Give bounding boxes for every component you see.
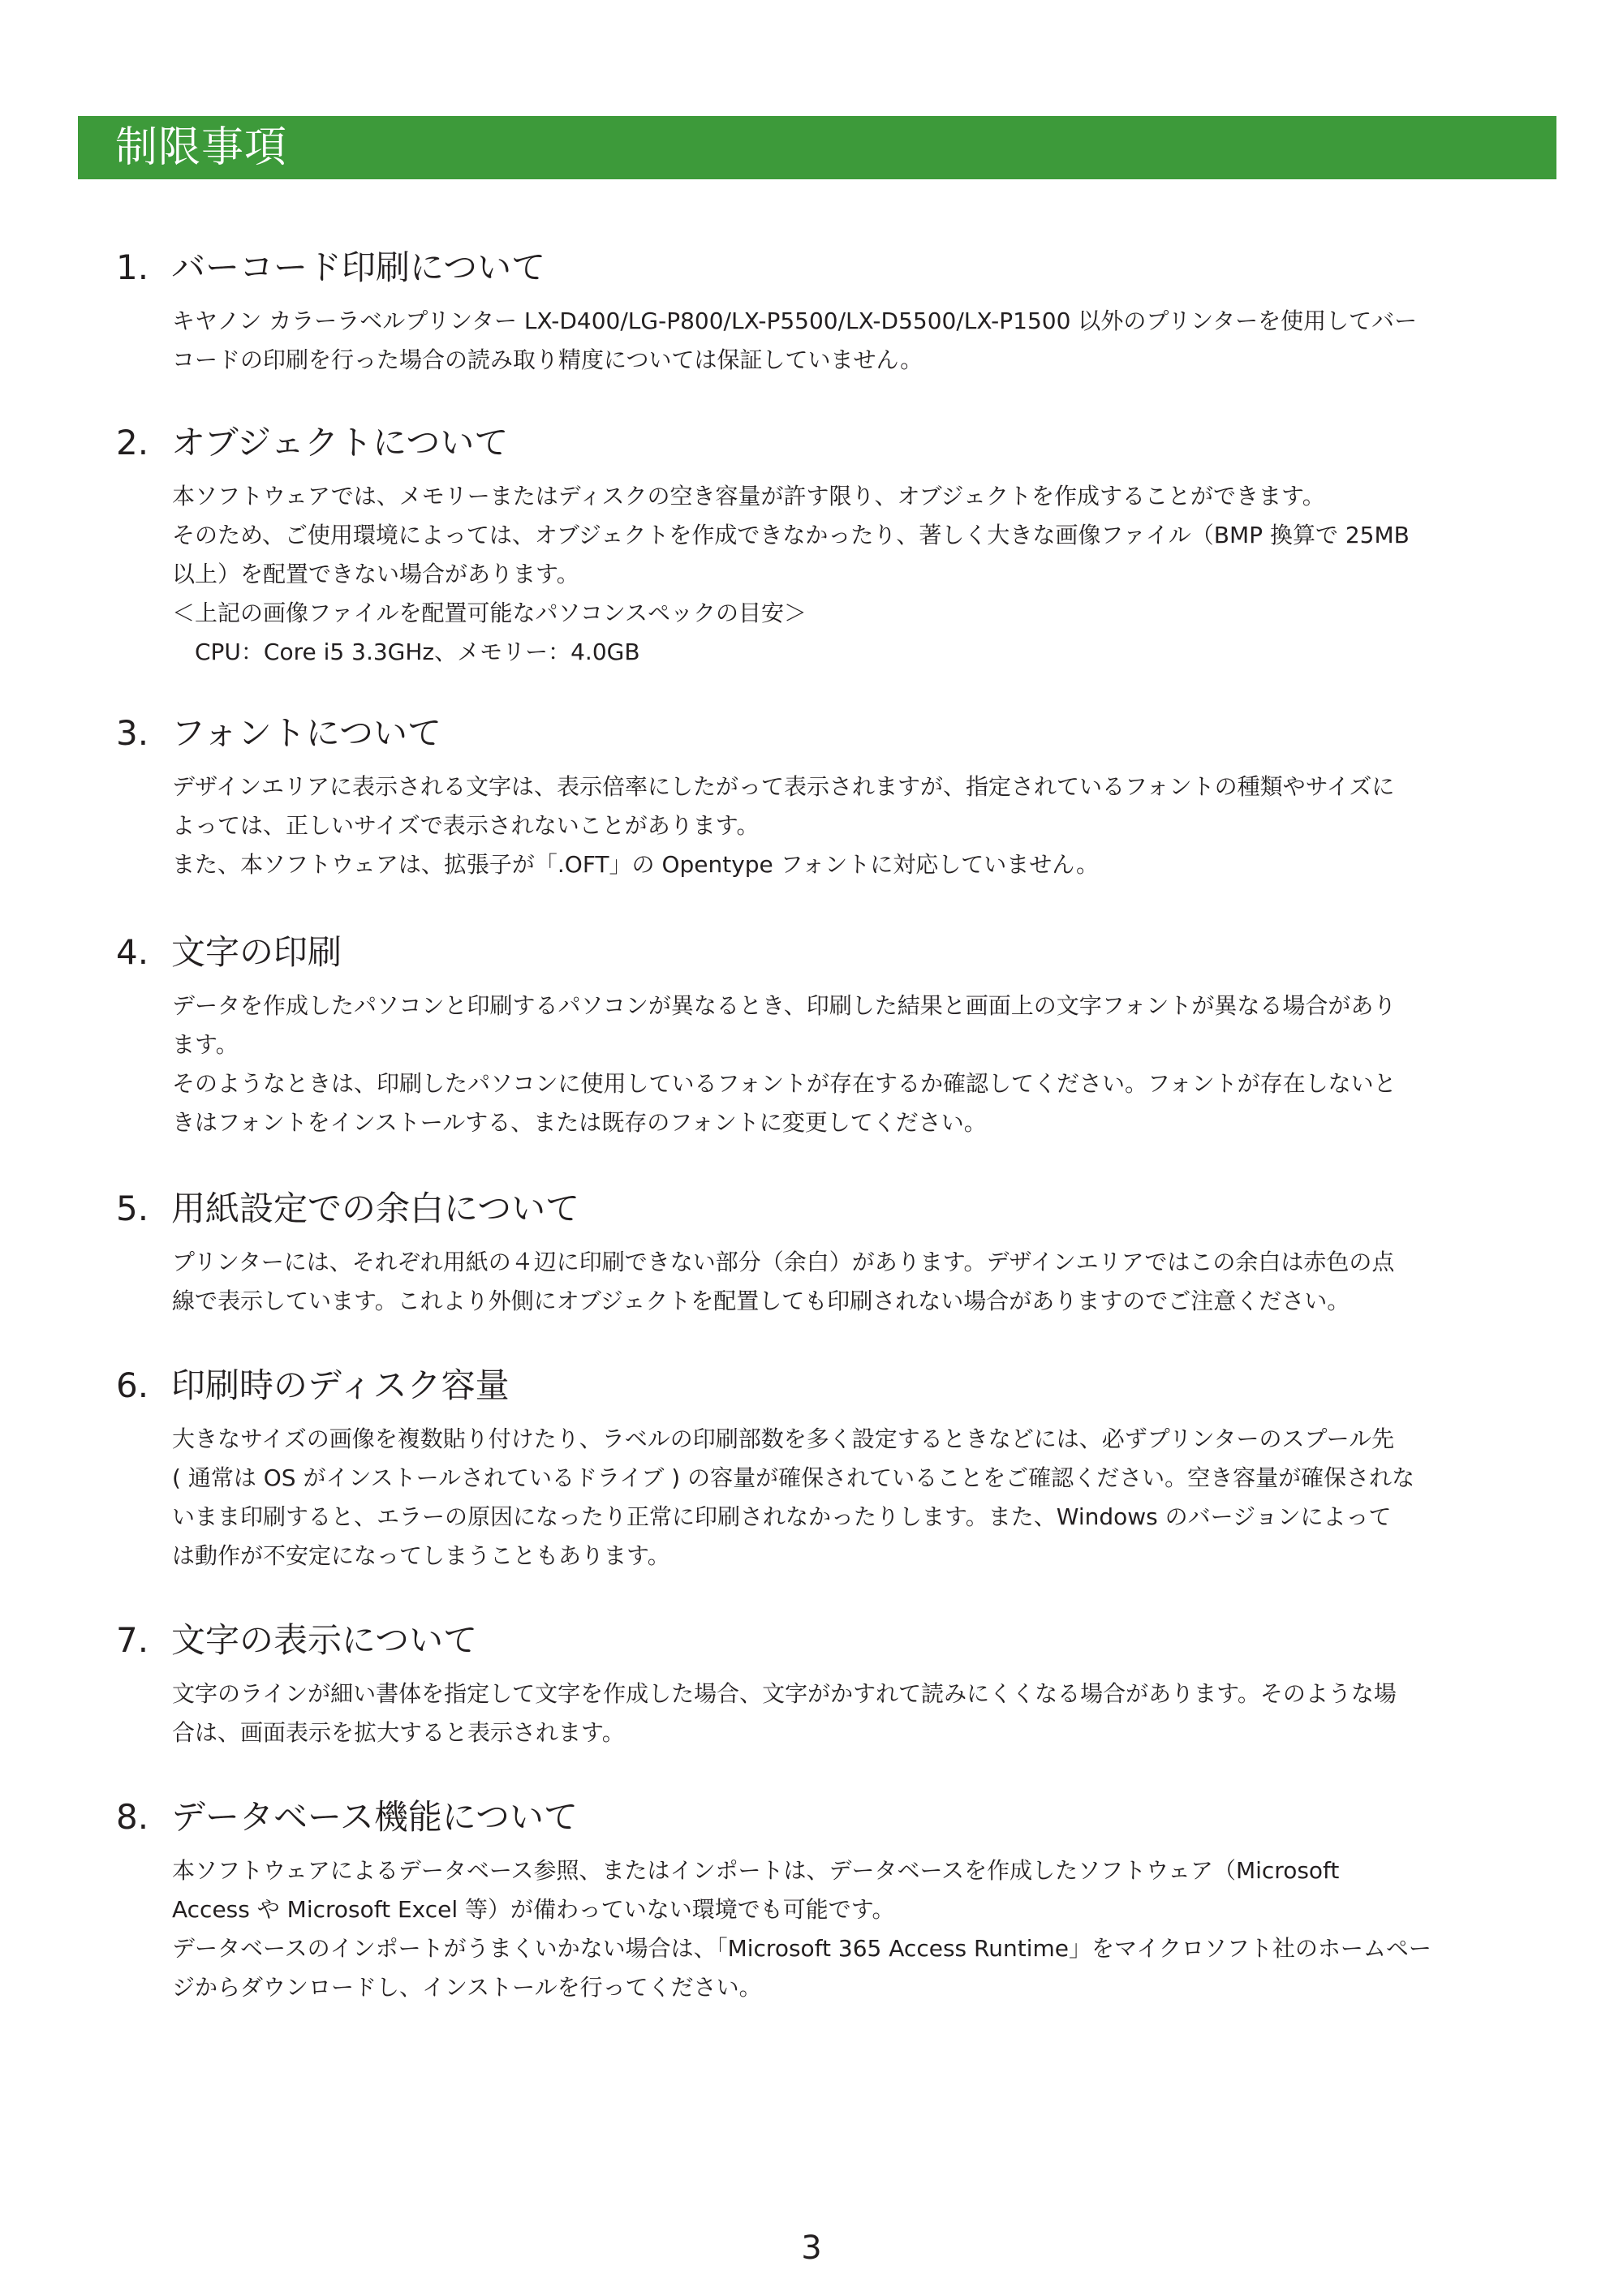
section-number: 1. xyxy=(116,247,149,287)
body-line: また、本ソフトウェアは、拡張子が「.OFT」の Opentype フォントに対応していません。 xyxy=(172,851,1099,878)
section-heading xyxy=(116,711,441,756)
body-line: 本ソフトウェアによるデータベース参照、またはインポートは、データベースを作成したソフトウェア（Microsoft xyxy=(172,1857,1340,1884)
body-line: いまま印刷すると、エラーの原因になったり正常に印刷されなかったりします。また、Windows のバージョンによって xyxy=(172,1503,1392,1530)
body-line: ( 通常は OS がインストールされているドライブ ) の容量が確保されていることをご確認ください。空き容量が確保されな xyxy=(172,1464,1415,1491)
section-body xyxy=(172,1420,1543,1576)
body-line: ます。 xyxy=(172,1031,239,1058)
spec-line: CPU：Core i5 3.3GHz、メモリー：4.0GB xyxy=(195,638,640,665)
section-heading xyxy=(116,245,545,290)
section-body xyxy=(172,1851,1543,2007)
body-line: Access や Microsoft Excel 等）が備わっていない環境でも可能です。 xyxy=(172,1896,895,1923)
section-number: 5. xyxy=(116,1189,149,1228)
section-heading xyxy=(116,1795,578,1840)
page-title: 制限事項 xyxy=(115,123,288,172)
section-number: 3. xyxy=(116,713,149,753)
section-number: 8. xyxy=(116,1797,149,1837)
section-title: フォントについて xyxy=(171,713,442,753)
body-line: デザインエリアに表示される文字は、表示倍率にしたがって表示されますが、指定されているフォントの種類やサイズに xyxy=(172,773,1395,800)
section-title: 文字の印刷 xyxy=(171,932,342,972)
body-line: は動作が不安定になってしまうこともあります。 xyxy=(172,1542,670,1569)
section-body xyxy=(172,477,1543,672)
section-heading xyxy=(116,1186,579,1232)
section-title: オブジェクトについて xyxy=(171,423,509,462)
body-line: きはフォントをインストールする、または既存のフォントに変更してください。 xyxy=(172,1109,987,1136)
section-body xyxy=(172,767,1543,884)
section-title: バーコード印刷について xyxy=(171,247,546,287)
body-line: 本ソフトウェアでは、メモリーまたはディスクの空き容量が許す限り、オブジェクトを作成することができます。 xyxy=(172,483,1325,510)
section-heading xyxy=(116,930,342,975)
section-title: 印刷時のディスク容量 xyxy=(171,1365,510,1405)
body-line: ＜上記の画像ファイルを配置可能なパソコンスペックの目安＞ xyxy=(172,600,807,626)
body-line: 線で表示しています。これより外側にオブジェクトを配置しても印刷されない場合がありますのでご注意ください。 xyxy=(172,1288,1350,1314)
body-line: コードの印刷を行った場合の読み取り精度については保証していません。 xyxy=(172,346,923,373)
body-line: 以上）を配置できない場合があります。 xyxy=(172,561,579,587)
section-title: 用紙設定での余白について xyxy=(171,1189,580,1228)
section-body xyxy=(172,987,1543,1142)
section-body xyxy=(172,1243,1543,1321)
body-line: データベースのインポートがうまくいかない場合は、「Microsoft 365 Access Runtime」をマイクロソフト社のホームペー xyxy=(172,1935,1431,1962)
section-number: 6. xyxy=(116,1365,149,1405)
section-body xyxy=(172,302,1543,380)
section-heading xyxy=(116,420,508,466)
section-title: 文字の表示について xyxy=(171,1620,478,1660)
section-number: 4. xyxy=(116,932,149,972)
body-line: よっては、正しいサイズで表示されないことがあります。 xyxy=(172,812,760,839)
section-heading xyxy=(116,1363,510,1408)
body-line: 大きなサイズの画像を複数貼り付けたり、ラベルの印刷部数を多く設定するときなどには、必ずプリンターのスプール先 xyxy=(172,1425,1395,1452)
section-body xyxy=(172,1675,1543,1752)
section-title: データベース機能について xyxy=(171,1797,579,1837)
body-line: そのため、ご使用環境によっては、オブジェクトを作成できなかったり、著しく大きな画像ファイル（BMP 換算で 25MB xyxy=(172,522,1410,548)
body-line: ジからダウンロードし、インストールを行ってください。 xyxy=(172,1974,762,2001)
section-number: 7. xyxy=(116,1620,149,1660)
body-line: キヤノン カラーラベルプリンター LX-D400/LG-P800/LX-P5500/LX-D5500/LX-P1500 以外のプリンターを使用してバー xyxy=(172,307,1418,334)
section-number: 2. xyxy=(116,423,149,462)
page-number: 3 xyxy=(801,2229,822,2267)
body-line: 合は、画面表示を拡大すると表示されます。 xyxy=(172,1719,625,1746)
body-line: データを作成したパソコンと印刷するパソコンが異なるとき、印刷した結果と画面上の文字フォントが異なる場合があり xyxy=(172,992,1397,1019)
page-header-bar xyxy=(78,116,1556,179)
body-line: そのようなときは、印刷したパソコンに使用しているフォントが存在するか確認してください。フォントが存在しないと xyxy=(172,1070,1397,1097)
body-line: プリンターには、それぞれ用紙の４辺に印刷できない部分（余白）があります。デザインエリアではこの余白は赤色の点 xyxy=(172,1249,1395,1275)
section-heading xyxy=(116,1618,477,1663)
body-line: 文字のラインが細い書体を指定して文字を作成した場合、文字がかすれて読みにくくなる場合があります。そのような場 xyxy=(172,1680,1397,1707)
